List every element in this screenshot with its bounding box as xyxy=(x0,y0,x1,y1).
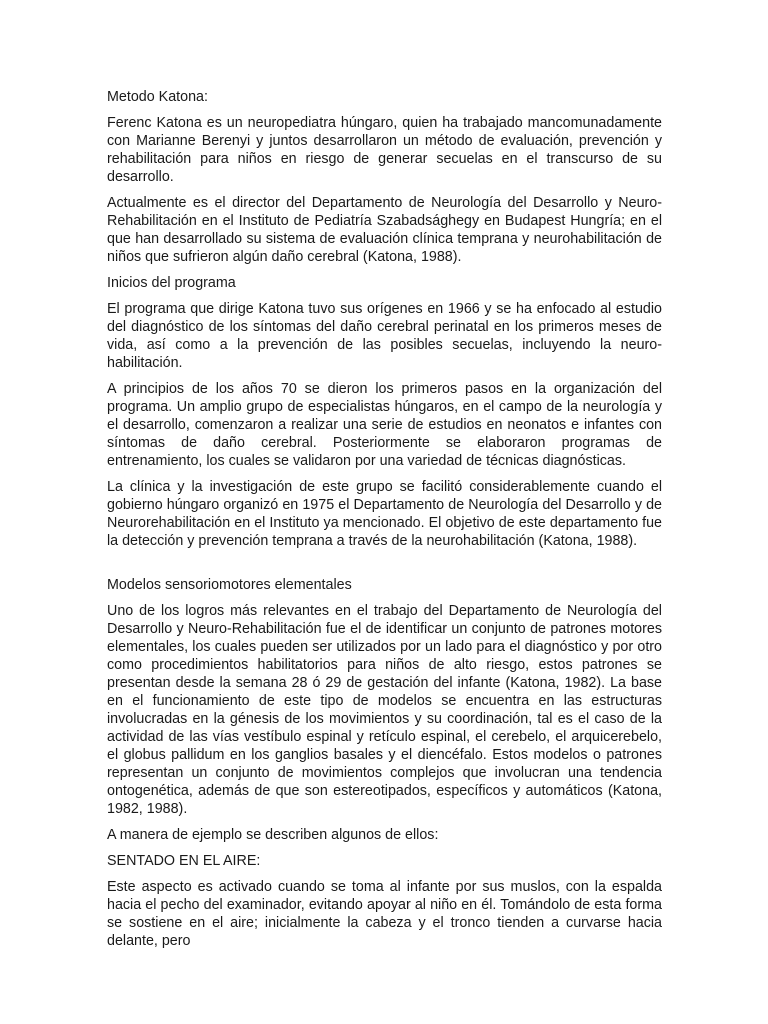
document-title: Metodo Katona: xyxy=(107,89,208,105)
paragraph-katona-director: Actualmente es el director del Departamento de Neurología del Desarrollo y Neuro-Rehabilitación en el Instituto de Pediatría Szabadsághegy en Budapest Hungría; en el que han desarrollado su sistema de evaluación clínica temprana y neurohabilitación de niños que sufrieron algún daño cerebral (Katona, 1988). xyxy=(107,195,662,265)
paragraph-examples-intro: A manera de ejemplo se describen algunos de ellos: xyxy=(107,827,439,843)
section-heading-modelos: Modelos sensoriomotores elementales xyxy=(107,577,352,593)
document-page xyxy=(107,88,662,958)
paragraph-katona-intro: Ferenc Katona es un neuropediatra húngaro, quien ha trabajado mancomunadamente con Marianne Berenyi y juntos desarrollaron un método de evaluación, prevención y rehabilitación para niños en riesgo de generar secuelas en el transcurso de su desarrollo. xyxy=(107,115,662,185)
paragraph-sentado-description: Este aspecto es activado cuando se toma al infante por sus muslos, con la espalda hacia el pecho del examinador, evitando apoyar al niño en él. Tomándolo de esta forma se sostiene en el aire; inicialmente la cabeza y el tronco tienden a curvarse hacia delante, pero xyxy=(107,879,662,949)
paragraph-motor-patterns: Uno de los logros más relevantes en el trabajo del Departamento de Neurología del Desarrollo y Neuro-Rehabilitación fue el de identificar un conjunto de patrones motores elementales, los cuales pueden ser utilizados por un lado para el diagnóstico y por otro como procedimientos habilitatorios para niños de alto riesgo, estos patrones se presentan desde la semana 28 ó 29 de gestación del infante (Katona, 1982). La base en el funcionamiento de este tipo de modelos se encuentra en las estructuras involucradas en la génesis de los movimientos y su coordinación, tal es el caso de la actividad de las vías vestíbulo espinal y retículo espinal, el cerebelo, el arquicerebelo, el globus pallidum en los ganglios basales y el diencéfalo. Estos modelos o patrones representan un conjunto de movimientos complejos que involucran una tendencia ontogenética, además de que son estereotipados, específicos y automáticos (Katona, 1982, 1988). xyxy=(107,603,662,817)
paragraph-spacer xyxy=(107,558,662,576)
section-heading-sentado: SENTADO EN EL AIRE: xyxy=(107,853,261,869)
section-heading-inicios: Inicios del programa xyxy=(107,275,236,291)
paragraph-department-founding: La clínica y la investigación de este grupo se facilitó considerablemente cuando el gobierno húngaro organizó en 1975 el Departamento de Neurología del Desarrollo y de Neurorehabilitación en el Instituto ya mencionado. El objetivo de este departamento fue la detección y prevención temprana a través de la neurohabilitación (Katona, 1988). xyxy=(107,479,662,549)
paragraph-program-origins: El programa que dirige Katona tuvo sus orígenes en 1966 y se ha enfocado al estudio del diagnóstico de los síntomas del daño cerebral perinatal en los primeros meses de vida, así como a la prevención de las posibles secuelas, incluyendo la neuro-habilitación. xyxy=(107,301,662,371)
paragraph-seventies: A principios de los años 70 se dieron los primeros pasos en la organización del programa. Un amplio grupo de especialistas húngaros, en el campo de la neurología y el desarrollo, comenzaron a realizar una serie de estudios en neonatos e infantes con síntomas de daño cerebral. Posteriormente se elaboraron programas de entrenamiento, los cuales se validaron por una variedad de técnicas diagnósticas. xyxy=(107,381,662,469)
